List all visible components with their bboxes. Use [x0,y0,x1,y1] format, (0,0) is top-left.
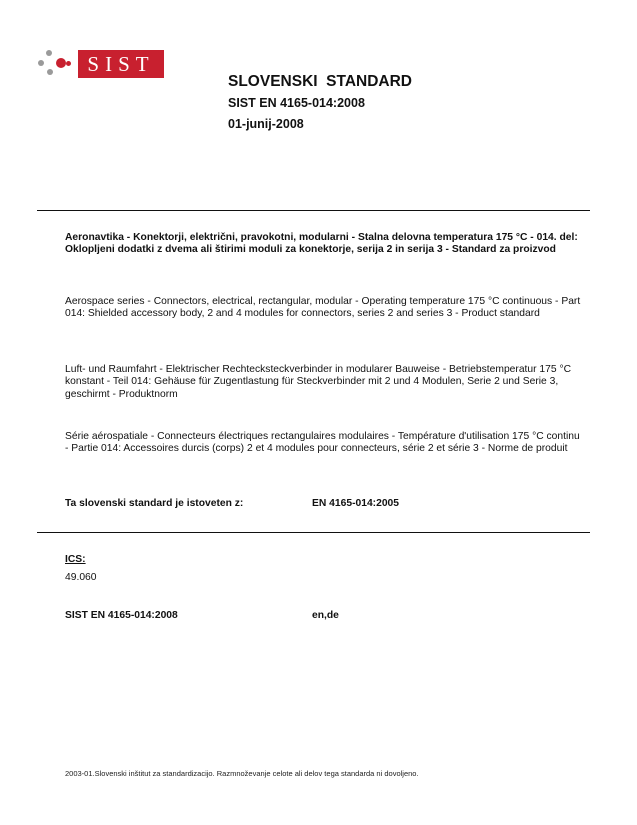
title-french: Série aérospatiale - Connecteurs électriques rectangulaires modulaires - Température d'utilisation 175 °C continu - Partie 014: Accessoires durcis (corps) 2 et 4 modules pour connecteurs, série 2 et série 3 - Norme de produit [65,431,580,455]
logo-dot [66,61,71,66]
middle-divider [37,532,590,533]
title-english: Aerospace series - Connectors, electrical, rectangular, modular - Operating temperature 175 °C continuous - Part 014: Shielded accessory body, 2 and 4 modules for connectors, series 2 and series 3 - Product standard [65,296,581,320]
logo-dot [56,58,66,68]
top-divider [37,210,590,211]
identity-value: EN 4165-014:2005 [312,498,400,509]
logo-dot [46,50,52,56]
logo-dot [47,69,53,75]
footer-copyright: 2003-01.Slovenski inštitut za standardizacijo. Razmnoževanje celote ali delov tega standarda ni dovoljeno. [65,769,419,778]
standard-date: 01-junij-2008 [228,117,304,131]
bottom-code: SIST EN 4165-014:2008 [65,610,178,621]
ics-label: ICS: [65,554,86,565]
standard-title: SLOVENSKI STANDARD [228,73,413,90]
bottom-language: en,de [312,610,339,621]
identity-label: Ta slovenski standard je istoveten z: [65,498,244,509]
logo-wordmark: SIST [78,50,164,78]
standard-code: SIST EN 4165-014:2008 [228,96,365,110]
ics-value: 49.060 [65,572,97,583]
title-german: Luft- und Raumfahrt - Elektrischer Rechtecksteckverbinder in modularer Bauweise - Betriebstemperatur 175 °C konstant - Teil 014: Gehäuse für Zugentlastung für Steckverbinder mit 2 und 4 Modulen, Serie 2 und Serie 3, geschirmt - Produktnorm [65,364,572,400]
title-slovenian: Aeronavtika - Konektorji, električni, pravokotni, modularni - Stalna delovna temperatura 175 °C - 014. del: Oklopljeni dodatki z dvema ali štirimi moduli za konektorje, serija 2 in serija 3 - Standard za proizvod [65,232,578,256]
logo-dot [38,60,44,66]
